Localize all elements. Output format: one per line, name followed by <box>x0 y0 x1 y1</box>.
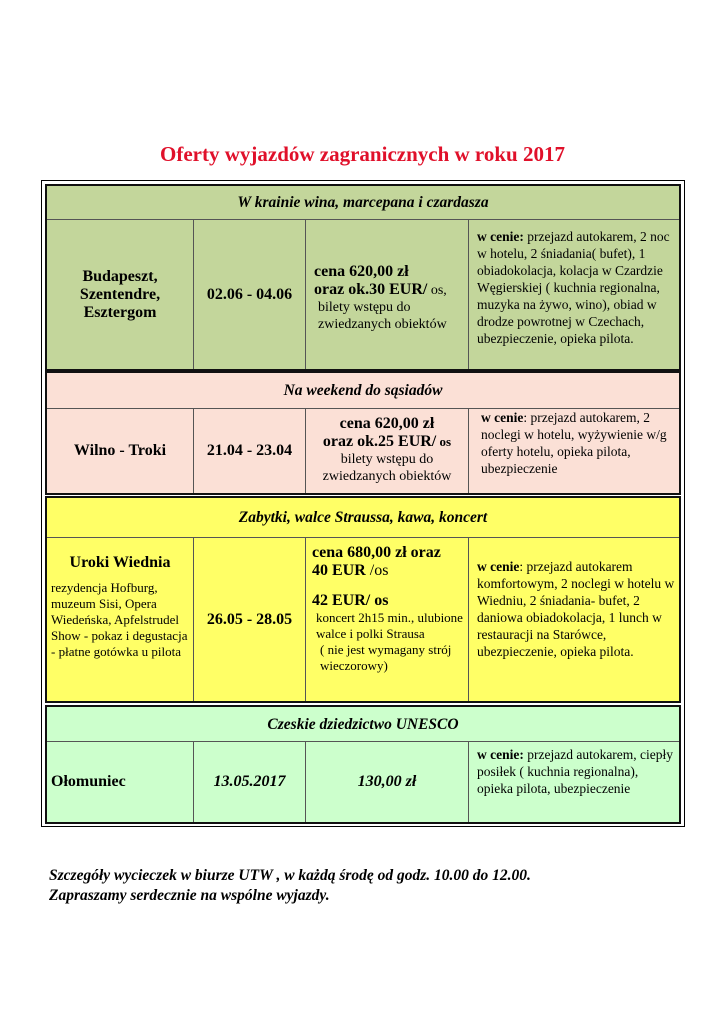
offer-wilno <box>45 371 681 495</box>
page-title: Oferty wyjazdów zagranicznych w roku 2017 <box>160 142 565 166</box>
offer-theme: Zabytki, walce Straussa, kawa, koncert <box>47 498 679 538</box>
offer-wieden <box>45 496 681 703</box>
offer-budapest <box>45 184 681 371</box>
price: cena 680,00 zł oraz 40 EUR /os 42 EUR/ os koncert 2h15 min., ulubione walce i polki Strausa ( nie jest wymagany strój wieczorowy) <box>306 538 469 701</box>
offers-table <box>41 180 685 827</box>
includes: w cenie: przejazd autokarem, 2 noc w hotelu, 2 śniadania( bufet), 1 obiadokolacja, kolacja w Czardzie Węgierskiej ( kuchnia regionalna, muzyka na żywo, wino), obiad w drodze powrotnej w Czechach, ubezpieczenie, opieka pilota. <box>477 229 670 346</box>
offer-theme: W krainie wina, marcepana i czardasza <box>47 186 679 220</box>
offer-theme: Na weekend do sąsiadów <box>47 373 679 409</box>
dates: 21.04 - 23.04 <box>194 409 306 493</box>
dates: 02.06 - 04.06 <box>194 220 306 369</box>
includes: w cenie: przejazd autokarem, 2 noclegi w hotelu, wyżywienie w/g oferty hotelu, opieka pilota, ubezpieczenie <box>481 410 667 476</box>
destination: Budapeszt, Szentendre, Esztergom <box>47 220 194 369</box>
includes: w cenie: przejazd autokarem, ciepły posiłek ( kuchnia regionalna), opieka pilota, ubezpieczenie <box>477 747 674 796</box>
dates: 26.05 - 28.05 <box>194 538 306 701</box>
destination: Ołomuniec <box>47 742 194 822</box>
includes: w cenie: przejazd autokarem komfortowym, 2 noclegi w hotelu w Wiedniu, 2 śniadania- bufet, 2 daniowa obiadokolacja, 1 lunch w restauracji na Starówce, ubezpieczenie, opieka pilota. <box>477 559 675 659</box>
footer-note: Szczegóły wycieczek w biurze UTW , w każdą środę od godz. 10.00 do 12.00. Zapraszamy serdecznie na wspólne wyjazdy. <box>49 867 531 904</box>
dates: 13.05.2017 <box>194 742 306 822</box>
offer-olomuniec <box>45 705 681 824</box>
price: cena 620,00 zł oraz ok.30 EUR/ os, bilety wstępu do zwiedzanych obiektów <box>306 220 469 369</box>
price: cena 620,00 zł oraz ok.25 EUR/ os bilety wstępu do zwiedzanych obiektów <box>306 409 469 493</box>
offer-theme: Czeskie dziedzictwo UNESCO <box>47 707 679 742</box>
price: 130,00 zł <box>306 742 469 822</box>
destination: Wilno - Troki <box>47 409 194 493</box>
destination: Uroki Wiednia rezydencja Hofburg, muzeum Sisi, Opera Wiedeńska, Apfelstrudel Show - pokaz i degustacja - płatne gotówka u pilota <box>47 538 194 701</box>
